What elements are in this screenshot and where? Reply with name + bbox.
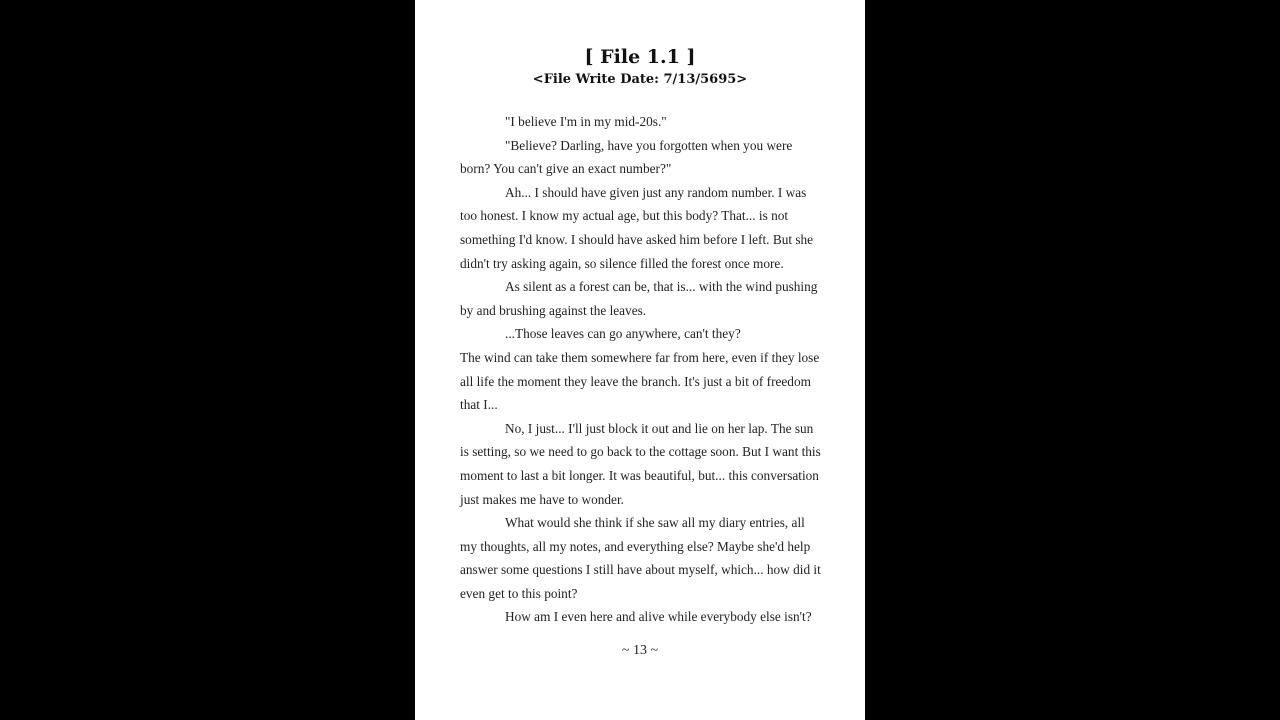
page-title: [ File 1.1 ] (584, 46, 696, 68)
paragraph: "I believe I'm in my mid-20s." (505, 114, 667, 129)
paragraph: The wind can take them somewhere far from here, even if they lose all life the moment they leave the branch. It's just a bit of freedom that I... (460, 349, 820, 413)
paragraph: How am I even here and alive while everybody else isn't? (505, 609, 812, 625)
file-write-date: <File Write Date: 7/13/5695> (532, 72, 748, 87)
paragraph: Ah... I should have given just any random number. I was too honest. I know my actual age, but this body? That... is not something I'd know. I should have asked him before I left. But she didn't try asking again, so silence filled the forest once more. (460, 184, 814, 271)
paragraph: No, I just... I'll just block it out and lie on her lap. The sun is setting, so we need to go back to the cottage soon. But I want this moment to last a bit longer. It was beautiful, but... this conversation just makes me have to wonder. (460, 420, 821, 507)
paragraph: ...Those leaves can go anywhere, can't they? (505, 326, 741, 342)
paragraph: "Believe? Darling, have you forgotten when you were born? You can't give an exact number?" (460, 137, 793, 177)
paragraph: As silent as a forest can be, that is... with the wind pushing by and brushing against the leaves. (460, 279, 818, 318)
page-body (460, 110, 822, 629)
paragraph: What would she think if she saw all my diary entries, all my thoughts, all my notes, and everything else? Maybe she'd help answer some questions I still have about myself, which... how did it even get to this point? (460, 515, 821, 601)
book-page (415, 0, 865, 720)
page-number: ~ 13 ~ (621, 643, 659, 658)
